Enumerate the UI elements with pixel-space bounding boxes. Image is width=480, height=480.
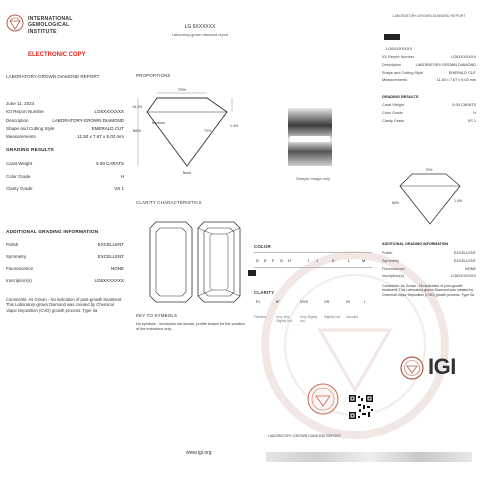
clarity-note: Very Very Slightly Incl. (276, 315, 294, 323)
diamond-profile (147, 98, 227, 166)
color-letter: J (316, 258, 318, 263)
right-additional-row: Symmetry EXCELLENT (382, 258, 476, 263)
clarity-mark: VS (324, 299, 330, 304)
igi-seal-icon (6, 14, 24, 34)
color-marker-row (254, 270, 372, 280)
right-detail-row: Shape and Cutting Style EMERALD CUT (382, 70, 476, 75)
additional-row: Polish EXCELLENT (6, 242, 124, 247)
right-additional-row: Fluorescence NONE (382, 266, 476, 271)
clarity-plot-crown (148, 220, 194, 304)
color-letter: L (348, 258, 351, 263)
key-to-symbols-text: No symbols - inclusions not shown, profile shown for the position of the inclusions only (136, 322, 245, 331)
clarity-plot-pavilion (196, 220, 242, 304)
clarity-scale-row (254, 299, 372, 309)
right-grading (382, 102, 476, 125)
right-additional-row: Inscription(s) LG6XXXXXXX (382, 274, 476, 279)
svg-text:70%: 70% (425, 168, 433, 172)
report-details (6, 100, 124, 141)
right-proportions-diagram (390, 164, 470, 230)
institute-name-line: GEMOLOGICAL (28, 22, 70, 29)
right-detail-row: Description LABORATORY-GROWN DIAMOND (382, 62, 476, 67)
key-to-symbols-label: KEY TO SYMBOLS (136, 313, 178, 318)
igi-logo (400, 354, 470, 384)
additional-row: Fluorescence NONE (6, 266, 124, 271)
color-marker-swatch (248, 270, 256, 276)
right-detail-row: IGI Report Number LG6XXXXXXX (382, 55, 476, 59)
comments: Comments: As Grown - No indication of post-growth treatment. This Laboratory-grown Diamond was created by Chemical Vapor Deposition (CVD) growth process. Type IIa (6, 297, 123, 313)
detail-row: IGI Report Number LG6XXXXXXX (6, 109, 124, 115)
detail-row: Measurements 11.50 x 7.67 x 5.02 mm (6, 134, 124, 140)
grading-scales (254, 244, 372, 329)
depth-percent-label: 66% (133, 128, 142, 133)
igi-bottom-seal-icon (306, 382, 340, 416)
right-additional-heading: ADDITIONAL GRADING INFORMATION (382, 242, 449, 246)
center-header (130, 24, 270, 37)
color-letter: I (308, 258, 310, 263)
grading-row: Clarity Grade VS 1 (6, 186, 124, 191)
clarity-mark: I (364, 299, 366, 304)
right-additional (382, 250, 476, 281)
clarity-notes-row (254, 315, 372, 329)
additional-info (6, 239, 124, 287)
right-footer-line: LABORATORY-GROWN DIAMOND REPORT (268, 434, 342, 438)
svg-text:1.4%: 1.4% (454, 199, 462, 203)
right-grading-heading: GRADING RESULTS (382, 95, 419, 99)
photo-caption: Sample image only (296, 176, 331, 181)
right-comments: Comments: As Grown - No indication of post-growth treatment. This Laboratory-grown Diamond was created by Chemical Vapor Deposition (CVD) growth process. Type IIa (382, 284, 474, 297)
igi-logo-text: IGI (428, 354, 456, 379)
clarity-mark: SI (346, 299, 350, 304)
table-percent-label: 70% (177, 87, 187, 92)
grading-row: Color Grade H (6, 174, 124, 179)
clarity-note: Slightly Incl. (324, 315, 342, 319)
center-subtitle: Laboratory-grown diamond report (171, 33, 229, 37)
right-top-title: LABORATORY-GROWN DIAMOND REPORT (392, 14, 466, 18)
right-grading-row: Clarity Grade VS 1 (382, 118, 476, 123)
clarity-characteristics-label: CLARITY CHARACTERISTICS (136, 200, 202, 205)
right-report-number: LG6XXXXXXX (386, 46, 413, 51)
right-detail-row: Measurements 11.50 x 7.67 x 5.02 mm (382, 78, 476, 83)
clarity-mark: VVS (300, 299, 309, 304)
detail-row: June 11, 2024 (6, 101, 35, 106)
color-letter: E (264, 258, 267, 263)
qr-code-icon[interactable] (348, 394, 374, 420)
hologram-strip (266, 452, 472, 462)
color-letter: K (332, 258, 335, 263)
grading-results-heading: GRADING RESULTS (6, 147, 54, 152)
color-letter: H (288, 258, 291, 263)
center-report-number: LG 6XXXXXX (184, 24, 216, 30)
color-letter: D (256, 258, 259, 263)
color-letter: M (362, 258, 366, 263)
color-letter: F (272, 258, 275, 263)
color-scale-title: COLOR (254, 244, 271, 249)
clarity-note: Very Slightly Incl. (300, 315, 318, 323)
institute-name-line: INSTITUTE (28, 28, 57, 35)
additional-row: Inscription(s) LG6XXXXXXX (6, 278, 124, 283)
right-additional-row: Polish EXCELLENT (382, 251, 476, 255)
igi-logo-seal-icon (400, 356, 424, 380)
color-scale-row (254, 252, 372, 268)
institute-name-line: INTERNATIONAL (28, 16, 73, 22)
clarity-note: Included (346, 315, 359, 319)
report-title: LABORATORY-GROWN DIAMOND REPORT (6, 74, 100, 79)
proportions-diagram (132, 82, 242, 177)
length-width-label: 72% (204, 129, 212, 133)
footer-url[interactable]: www.igi.org (186, 450, 212, 456)
clarity-scale-title: CLARITY (254, 290, 275, 295)
clarity-note: Flawless (254, 315, 267, 319)
additional-row: Symmetry EXCELLENT (6, 254, 124, 259)
right-grading-row: Color Grade H (382, 110, 476, 115)
girdle-thickness-label: Medium (152, 121, 165, 125)
color-letter: G (280, 258, 284, 263)
right-barcode-mark (384, 34, 400, 40)
crown-height-label: 15.3% (132, 105, 143, 109)
clarity-mark: FL (256, 299, 261, 304)
proportions-label: PROPORTIONS (136, 73, 171, 78)
right-grading-row: Carat Weight 5.00 CARATS (382, 103, 476, 107)
institute-name (28, 16, 73, 35)
additional-info-heading: ADDITIONAL GRADING INFORMATION (6, 229, 99, 234)
grading-row: Carat Weight 5.00 CARATS (6, 161, 124, 166)
right-details (382, 54, 476, 85)
pavilion-label: 1.4% (230, 124, 239, 128)
detail-row: Shape and Cutting Style EMERALD CUT (6, 125, 124, 131)
clarity-mark: IF (276, 299, 280, 304)
grading-results (6, 157, 124, 195)
photo-band (290, 136, 330, 142)
svg-text:66%: 66% (392, 201, 400, 205)
detail-row: Description LABORATORY-GROWN DIAMOND (6, 117, 124, 123)
electronic-copy-label: ELECTRONIC COPY (28, 52, 86, 58)
culet-label: None (182, 171, 192, 175)
